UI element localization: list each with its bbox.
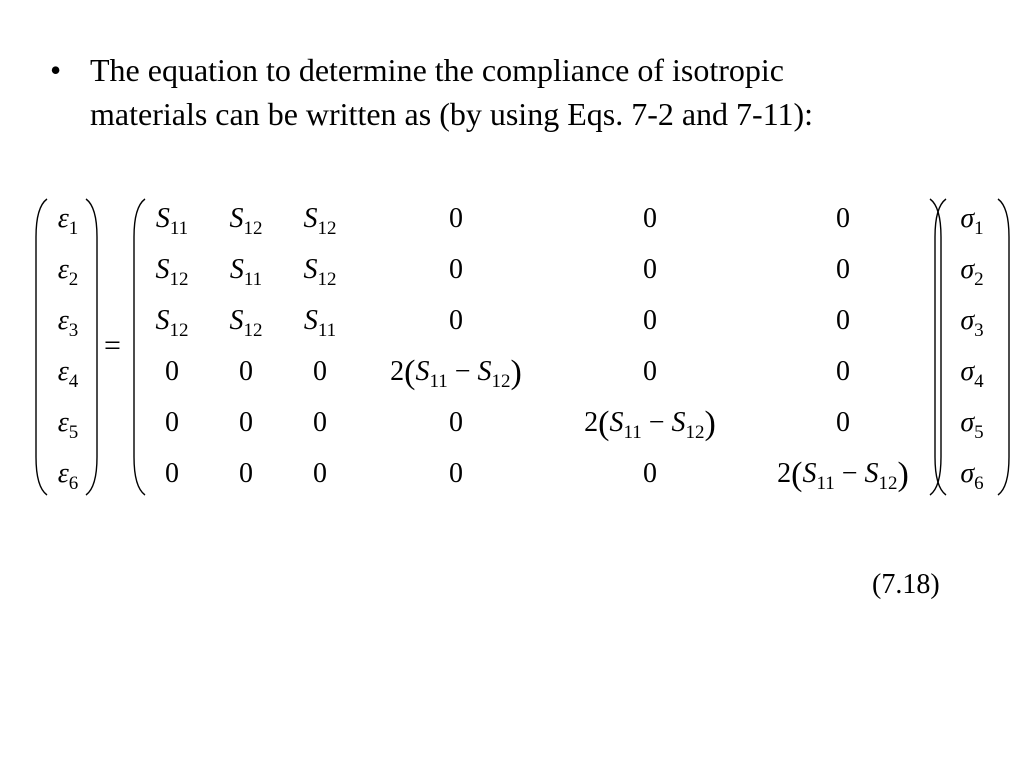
open-paren: ( xyxy=(404,354,416,391)
matrix-cell-4-1: 0 xyxy=(165,356,179,387)
matrix-cell-6-5: 0 xyxy=(643,458,657,489)
matrix-cell-3-4: 0 xyxy=(449,305,463,336)
compliance-S12-subscript: 12 xyxy=(878,473,898,494)
compliance-S11-symbol: S xyxy=(802,458,817,489)
strain-3-term-symbol: ε xyxy=(57,305,69,336)
strain-1-term-subscript: 1 xyxy=(68,218,79,239)
strain-1-term-symbol: ε xyxy=(57,203,69,234)
compliance-S12-symbol: S xyxy=(671,407,686,438)
matrix-cell-3-6: 0 xyxy=(836,305,850,336)
stress-4-term-subscript: 4 xyxy=(974,371,984,392)
compliance-S12-subscript: 12 xyxy=(169,320,189,341)
matrix-cell-1-2 xyxy=(211,203,281,239)
strain-5-term-subscript: 5 xyxy=(68,422,79,443)
compliance-S11-symbol: S xyxy=(609,407,624,438)
strain-vector-left-bracket xyxy=(33,197,53,497)
strain-vector-right-bracket xyxy=(80,197,100,497)
stress-1-term-symbol: σ xyxy=(960,203,975,234)
compliance-S12-symbol: S xyxy=(303,203,318,234)
stress-6-term-subscript: 6 xyxy=(974,473,984,494)
stress-4-term-symbol: σ xyxy=(960,356,975,387)
matrix-cell-4-6: 0 xyxy=(836,356,850,387)
matrix-cell-6-6 xyxy=(753,456,933,494)
strain-2-term xyxy=(57,254,79,290)
matrix-cell-3-3 xyxy=(285,305,355,341)
compliance-S11-symbol: S xyxy=(415,356,430,387)
matrix-cell-2-3 xyxy=(285,254,355,290)
compliance-S12 xyxy=(155,305,189,341)
strain-3-term xyxy=(57,305,79,341)
compliance-S11-subscript: 11 xyxy=(429,371,448,392)
close-paren: ) xyxy=(897,456,909,493)
matrix-left-bracket xyxy=(131,197,151,497)
compliance-S11 xyxy=(415,356,448,392)
compliance-S11-symbol: S xyxy=(303,305,318,336)
compliance-S11-subscript: 11 xyxy=(169,218,189,239)
matrix-cell-3-2 xyxy=(211,305,281,341)
compliance-S12 xyxy=(477,356,511,392)
open-paren: ( xyxy=(791,456,803,493)
strain-2-term-symbol: ε xyxy=(57,254,69,285)
matrix-cell-1-6: 0 xyxy=(836,203,850,234)
matrix-cell-5-3: 0 xyxy=(313,407,327,438)
compliance-S12-symbol: S xyxy=(303,254,318,285)
strain-vector-right-bracket-stroke xyxy=(86,199,97,495)
stress-3-term xyxy=(960,305,984,341)
compliance-S12-subscript: 12 xyxy=(317,269,337,290)
matrix-cell-6-2: 0 xyxy=(239,458,253,489)
compliance-S11-subscript: 11 xyxy=(243,269,263,290)
matrix-cell-1-5: 0 xyxy=(643,203,657,234)
compliance-S12 xyxy=(155,254,189,290)
bullet-line-1: The equation to determine the compliance of isotropic xyxy=(90,52,784,88)
stress-vector-left-bracket xyxy=(932,197,952,497)
strain-6-term-subscript: 6 xyxy=(68,473,79,494)
stress-vector-left-bracket-stroke xyxy=(935,199,946,495)
matrix-cell-3-5: 0 xyxy=(643,305,657,336)
matrix-cell-6-1: 0 xyxy=(165,458,179,489)
compliance-S11 xyxy=(303,305,337,341)
compliance-S12 xyxy=(229,203,263,239)
close-paren: ) xyxy=(704,405,716,442)
stress-1-term-subscript: 1 xyxy=(974,218,984,239)
compliance-S11 xyxy=(609,407,642,443)
matrix-cell-2-2 xyxy=(211,254,281,290)
compliance-S11 xyxy=(802,458,835,494)
compliance-S12-symbol: S xyxy=(155,305,170,336)
matrix-cell-2-4: 0 xyxy=(449,254,463,285)
stress-6-term xyxy=(960,458,984,494)
stress-2-term-symbol: σ xyxy=(960,254,975,285)
compliance-S11-subscript: 11 xyxy=(816,473,835,494)
shear-coefficient: 2 xyxy=(390,356,405,387)
strain-6-term xyxy=(57,458,79,494)
compliance-S12-subscript: 12 xyxy=(243,320,263,341)
stress-6-term-symbol: σ xyxy=(960,458,975,489)
compliance-S12-symbol: S xyxy=(155,254,170,285)
strain-5-term-symbol: ε xyxy=(57,407,69,438)
stress-1-term xyxy=(960,203,984,239)
close-paren: ) xyxy=(510,354,522,391)
compliance-S12 xyxy=(864,458,898,494)
matrix-cell-4-3: 0 xyxy=(313,356,327,387)
matrix-cell-5-5 xyxy=(560,405,740,443)
stress-2-term-subscript: 2 xyxy=(974,269,984,290)
stress-vector-right-bracket xyxy=(992,197,1012,497)
compliance-S12-subscript: 12 xyxy=(169,269,189,290)
stress-vector-right-bracket-stroke xyxy=(998,199,1009,495)
matrix-cell-1-4: 0 xyxy=(449,203,463,234)
strain-4-term-subscript: 4 xyxy=(68,371,79,392)
compliance-S11-symbol: S xyxy=(155,203,170,234)
compliance-S12-subscript: 12 xyxy=(685,422,705,443)
stress-5-term-symbol: σ xyxy=(960,407,975,438)
stress-2-term xyxy=(960,254,984,290)
bullet-line-2: materials can be written as (by using Eqs. 7-2 and 7-11): xyxy=(90,96,814,132)
shear-coefficient: 2 xyxy=(777,458,792,489)
stress-4-term xyxy=(960,356,984,392)
compliance-S11 xyxy=(155,203,189,239)
compliance-S12-subscript: 12 xyxy=(491,371,511,392)
compliance-S12 xyxy=(229,305,263,341)
matrix-cell-6-3: 0 xyxy=(313,458,327,489)
shear-coefficient: 2 xyxy=(584,407,599,438)
matrix-cell-5-6: 0 xyxy=(836,407,850,438)
strain-2-term-subscript: 2 xyxy=(68,269,79,290)
matrix-cell-4-5: 0 xyxy=(643,356,657,387)
compliance-S12-symbol: S xyxy=(477,356,492,387)
minus-sign: − xyxy=(834,458,865,489)
compliance-S11-symbol: S xyxy=(229,254,244,285)
stress-3-term-symbol: σ xyxy=(960,305,975,336)
matrix-cell-5-1: 0 xyxy=(165,407,179,438)
strain-4-term-symbol: ε xyxy=(57,356,69,387)
compliance-S11 xyxy=(229,254,263,290)
compliance-S12 xyxy=(303,203,337,239)
compliance-S11-subscript: 11 xyxy=(317,320,337,341)
compliance-S12-subscript: 12 xyxy=(243,218,263,239)
compliance-S12-symbol: S xyxy=(864,458,879,489)
matrix-cell-5-2: 0 xyxy=(239,407,253,438)
stress-3-term-subscript: 3 xyxy=(974,320,984,341)
compliance-S12 xyxy=(303,254,337,290)
matrix-left-bracket-stroke xyxy=(134,199,145,495)
minus-sign: − xyxy=(641,407,672,438)
matrix-cell-2-6: 0 xyxy=(836,254,850,285)
strain-vector-left-bracket-stroke xyxy=(36,199,47,495)
compliance-S12-subscript: 12 xyxy=(317,218,337,239)
stress-5-term-subscript: 5 xyxy=(974,422,984,443)
compliance-S12-symbol: S xyxy=(229,305,244,336)
equation-number: (7.18) xyxy=(872,569,940,600)
matrix-cell-5-4: 0 xyxy=(449,407,463,438)
matrix-cell-6-4: 0 xyxy=(449,458,463,489)
equals-sign: = xyxy=(104,329,121,362)
open-paren: ( xyxy=(598,405,610,442)
compliance-S11-subscript: 11 xyxy=(623,422,642,443)
strain-5-term xyxy=(57,407,79,443)
matrix-cell-4-4 xyxy=(366,354,546,392)
strain-6-term-symbol: ε xyxy=(57,458,69,489)
minus-sign: − xyxy=(447,356,478,387)
compliance-S12-symbol: S xyxy=(229,203,244,234)
compliance-S12 xyxy=(671,407,705,443)
strain-1-term xyxy=(57,203,79,239)
matrix-cell-1-3 xyxy=(285,203,355,239)
stress-5-term xyxy=(960,407,984,443)
strain-3-term-subscript: 3 xyxy=(68,320,79,341)
matrix-cell-4-2: 0 xyxy=(239,356,253,387)
bullet-dot-icon: • xyxy=(50,52,62,88)
matrix-cell-2-5: 0 xyxy=(643,254,657,285)
strain-4-term xyxy=(57,356,79,392)
